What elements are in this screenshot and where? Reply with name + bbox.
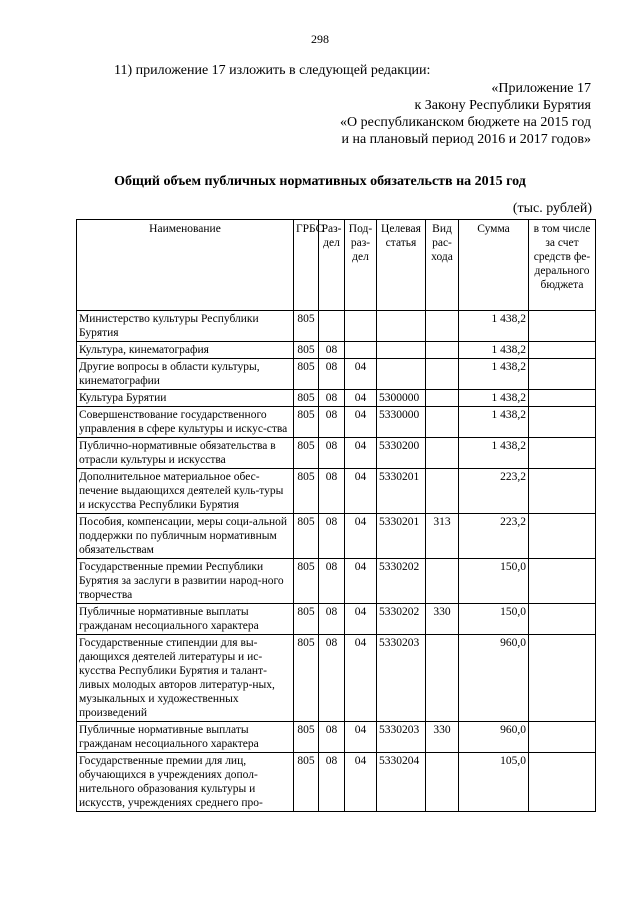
cell-razdel: 08 (319, 469, 345, 514)
units-label: (тыс. рублей) (512, 201, 592, 216)
cell-name: Государственные стипендии для вы-дающихся деятелей литературы и ис-кусства Республики Бурятия и талант-ливых молодых авторов литератур-ных, музыкальных и художественных произведений (77, 635, 294, 722)
cell-razdel: 08 (319, 342, 345, 359)
cell-name: Министерство культуры Республики Бурятия (77, 311, 294, 342)
cell-fed (529, 469, 596, 514)
cell-grbs: 805 (294, 359, 319, 390)
col-header-name: Наименование (77, 220, 294, 311)
cell-name: Публичные нормативные выплаты гражданам несоциального характера (77, 722, 294, 753)
appendix-line: «Приложение 17 (491, 81, 591, 96)
cell-name: Совершенствование государственного управления в сфере культуры и искус-ства (77, 407, 294, 438)
cell-podrazdel: 04 (345, 359, 377, 390)
cell-vid (426, 311, 459, 342)
cell-fed (529, 635, 596, 722)
cell-name: Другие вопросы в области культуры, кинематографии (77, 359, 294, 390)
cell-statya (377, 359, 426, 390)
col-header-fed: в том числе за счет средств фе-дерального бюджета (529, 220, 596, 311)
table-row (77, 438, 596, 469)
cell-podrazdel: 04 (345, 390, 377, 407)
cell-sum: 960,0 (459, 722, 529, 753)
cell-sum: 1 438,2 (459, 311, 529, 342)
col-header-podrazdel: Под-раз-дел (345, 220, 377, 311)
table-row (77, 635, 596, 722)
cell-fed (529, 722, 596, 753)
cell-statya: 5330000 (377, 407, 426, 438)
cell-statya: 5330202 (377, 559, 426, 604)
cell-statya: 5330203 (377, 722, 426, 753)
cell-grbs: 805 (294, 722, 319, 753)
appendix-line: «О республиканском бюджете на 2015 год (340, 115, 591, 130)
table-row (77, 514, 596, 559)
cell-vid (426, 438, 459, 469)
cell-vid (426, 559, 459, 604)
intro-line: 11) приложение 17 изложить в следующей редакции: (114, 63, 431, 78)
cell-grbs: 805 (294, 407, 319, 438)
cell-podrazdel: 04 (345, 604, 377, 635)
cell-sum: 150,0 (459, 604, 529, 635)
cell-sum: 150,0 (459, 559, 529, 604)
cell-sum: 960,0 (459, 635, 529, 722)
cell-vid (426, 359, 459, 390)
table-row (77, 390, 596, 407)
table-body (77, 311, 596, 812)
cell-vid (426, 635, 459, 722)
table-row (77, 469, 596, 514)
cell-name: Пособия, компенсации, меры соци-альной поддержки по публичным нормативным обязательствам (77, 514, 294, 559)
cell-name: Дополнительное материальное обес-печение выдающихся деятелей куль-туры и искусства Республики Бурятия (77, 469, 294, 514)
cell-vid (426, 407, 459, 438)
table-row (77, 753, 596, 812)
cell-podrazdel (345, 311, 377, 342)
cell-fed (529, 407, 596, 438)
col-header-vid: Вид рас-хода (426, 220, 459, 311)
appendix-header (340, 80, 591, 148)
appendix-line: и на плановый период 2016 и 2017 годов» (341, 132, 591, 147)
cell-fed (529, 390, 596, 407)
cell-grbs: 805 (294, 390, 319, 407)
cell-razdel: 08 (319, 407, 345, 438)
page-number: 298 (311, 32, 329, 46)
cell-vid (426, 342, 459, 359)
cell-statya: 5330201 (377, 514, 426, 559)
cell-vid (426, 753, 459, 812)
cell-name: Культура Бурятии (77, 390, 294, 407)
col-header-grbs: ГРБС (294, 220, 319, 311)
cell-grbs: 805 (294, 753, 319, 812)
table-row (77, 722, 596, 753)
table-row (77, 359, 596, 390)
cell-vid: 330 (426, 604, 459, 635)
cell-razdel: 08 (319, 722, 345, 753)
cell-razdel: 08 (319, 514, 345, 559)
cell-statya: 5330201 (377, 469, 426, 514)
cell-vid (426, 469, 459, 514)
cell-grbs: 805 (294, 311, 319, 342)
cell-grbs: 805 (294, 438, 319, 469)
cell-statya: 5300000 (377, 390, 426, 407)
cell-sum: 223,2 (459, 469, 529, 514)
cell-fed (529, 438, 596, 469)
cell-name: Государственные премии Республики Бурятия за заслуги в развитии народ-ного творчества (77, 559, 294, 604)
cell-statya: 5330203 (377, 635, 426, 722)
cell-razdel: 08 (319, 604, 345, 635)
table-header-row (77, 220, 596, 311)
cell-podrazdel: 04 (345, 438, 377, 469)
cell-statya: 5330202 (377, 604, 426, 635)
cell-fed (529, 342, 596, 359)
cell-podrazdel: 04 (345, 635, 377, 722)
cell-grbs: 805 (294, 635, 319, 722)
col-header-razdel: Раз-дел (319, 220, 345, 311)
cell-sum: 1 438,2 (459, 359, 529, 390)
cell-podrazdel: 04 (345, 559, 377, 604)
cell-razdel (319, 311, 345, 342)
cell-vid: 330 (426, 722, 459, 753)
cell-podrazdel: 04 (345, 469, 377, 514)
cell-razdel: 08 (319, 559, 345, 604)
cell-name: Публичные нормативные выплаты гражданам несоциального характера (77, 604, 294, 635)
cell-statya (377, 342, 426, 359)
cell-statya: 5330200 (377, 438, 426, 469)
table-row (77, 604, 596, 635)
cell-podrazdel: 04 (345, 514, 377, 559)
cell-vid: 313 (426, 514, 459, 559)
cell-razdel: 08 (319, 753, 345, 812)
cell-razdel: 08 (319, 635, 345, 722)
table-row (77, 559, 596, 604)
cell-sum: 1 438,2 (459, 438, 529, 469)
cell-podrazdel: 04 (345, 722, 377, 753)
cell-podrazdel: 04 (345, 407, 377, 438)
cell-grbs: 805 (294, 604, 319, 635)
cell-podrazdel (345, 342, 377, 359)
document-title: Общий объем публичных нормативных обязательств на 2015 год (114, 174, 526, 189)
appendix-line: к Закону Республики Бурятия (414, 98, 591, 113)
cell-sum: 1 438,2 (459, 342, 529, 359)
cell-razdel: 08 (319, 438, 345, 469)
cell-fed (529, 559, 596, 604)
cell-sum: 105,0 (459, 753, 529, 812)
cell-fed (529, 359, 596, 390)
cell-fed (529, 604, 596, 635)
cell-name: Государственные премии для лиц, обучающихся в учреждениях допол-нительного образования культуры и искусств, учреждениях среднего про- (77, 753, 294, 812)
budget-table (76, 219, 596, 812)
col-header-statya: Целевая статья (377, 220, 426, 311)
cell-podrazdel: 04 (345, 753, 377, 812)
cell-vid (426, 390, 459, 407)
cell-grbs: 805 (294, 514, 319, 559)
cell-fed (529, 753, 596, 812)
cell-grbs: 805 (294, 469, 319, 514)
col-header-sum: Сумма (459, 220, 529, 311)
cell-fed (529, 514, 596, 559)
cell-grbs: 805 (294, 559, 319, 604)
cell-fed (529, 311, 596, 342)
cell-statya: 5330204 (377, 753, 426, 812)
table-row (77, 311, 596, 342)
cell-sum: 1 438,2 (459, 407, 529, 438)
cell-name: Культура, кинематография (77, 342, 294, 359)
table-row (77, 342, 596, 359)
cell-sum: 223,2 (459, 514, 529, 559)
cell-razdel: 08 (319, 359, 345, 390)
cell-razdel: 08 (319, 390, 345, 407)
cell-grbs: 805 (294, 342, 319, 359)
cell-name: Публично-нормативные обязательства в отрасли культуры и искусства (77, 438, 294, 469)
cell-statya (377, 311, 426, 342)
cell-sum: 1 438,2 (459, 390, 529, 407)
table-row (77, 407, 596, 438)
